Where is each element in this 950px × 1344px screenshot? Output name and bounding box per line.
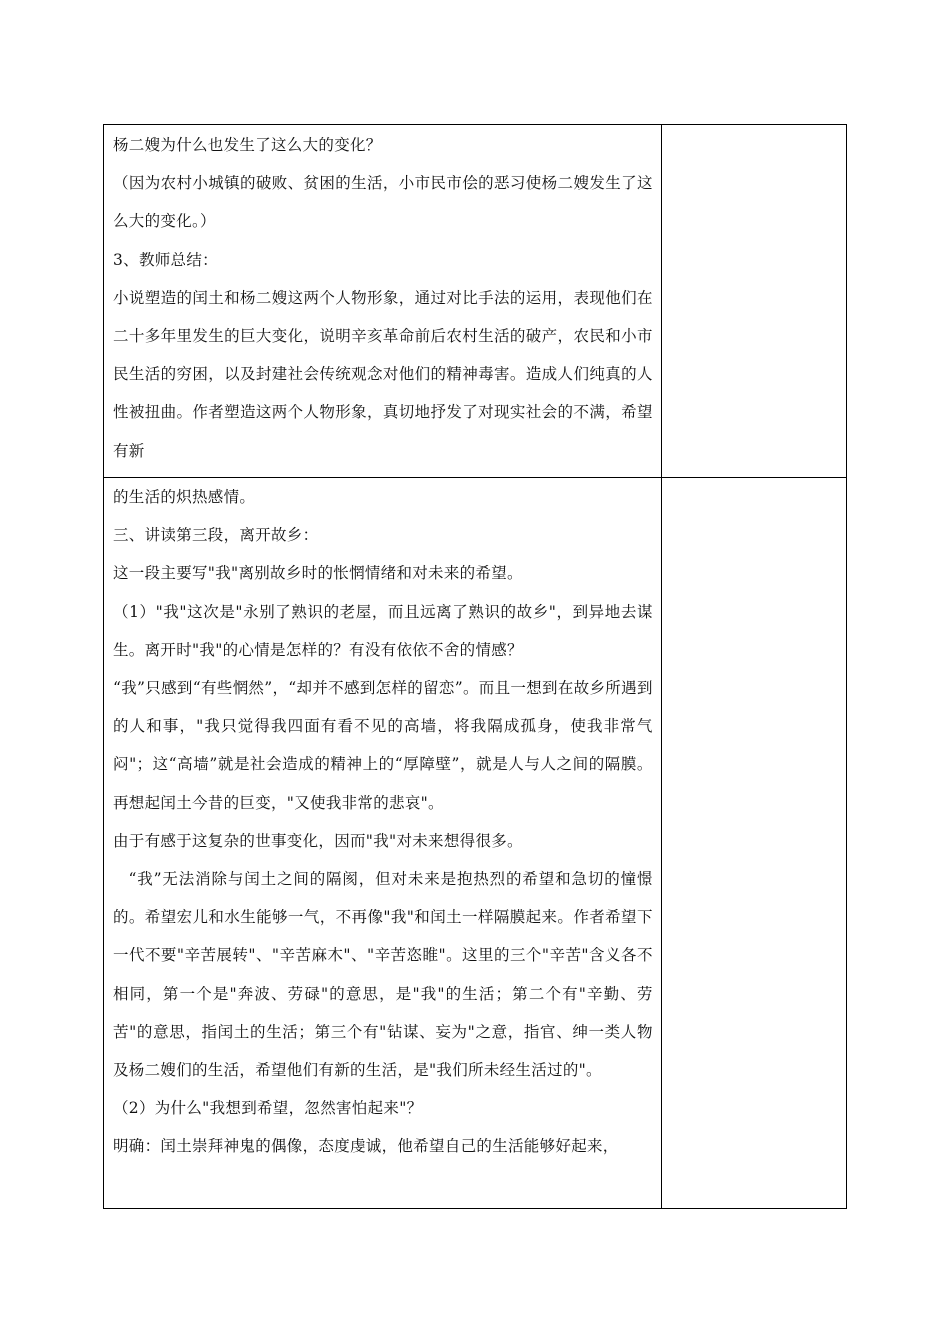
paragraph: 3、教师总结： bbox=[113, 250, 218, 269]
cell-text bbox=[104, 125, 661, 470]
question-paragraph: （2）为什么"我想到希望，忽然害怕起来"？ bbox=[113, 1099, 423, 1118]
table-row bbox=[104, 125, 847, 478]
side-notes-cell bbox=[661, 125, 846, 478]
paragraph: 小说塑造的闰土和杨二嫂这两个人物形象，通过对比手法的运用，表现他们在二十多年里发生的巨大变化，说明辛亥革命前后农村生活的破产，农民和小市民生活的穷困，以及封建社会传统观念对他们的精神毒害。造成人们纯真的人性被扭曲。作者塑造这两个人物形象，真切地抒发了对现实社会的不满，希望有新 bbox=[113, 288, 653, 460]
paragraph: （因为农村小城镇的破败、贫困的生活，小市民市侩的恶习使杨二嫂发生了这么大的变化。） bbox=[113, 174, 653, 231]
table-row bbox=[104, 478, 847, 1209]
paragraph: “我”无法消除与闰土之间的隔阂，但对未来是抱热烈的希望和急切的憧憬的。希望宏儿和水生能够一气，不再像"我"和闰土一样隔膜起来。作者希望下一代不要"辛苦展转"、"辛苦麻木"、"辛苦恣睢"。这里的三个"辛苦"含义各不相同，第一个是"奔波、劳碌"的意思，是"我"的生活；第二个有"辛勤、劳苦"的意思，指闰土的生活；第三个有"钻谋、妄为"之意，指官、绅一类人物及杨二嫂们的生活，希望他们有新的生活，是"我们所未经生活过的"。 bbox=[113, 870, 653, 1080]
answer-paragraph: 明确：闰土崇拜神鬼的偶像，态度虔诚，他希望自己的生活能够好起来， bbox=[113, 1137, 619, 1156]
paragraph: 杨二嫂为什么也发生了这么大的变化？ bbox=[113, 136, 382, 154]
main-content-cell bbox=[104, 478, 662, 1209]
paragraph: “我”只感到“有些惘然”，“却并不感到怎样的留恋”。而且一想到在故乡所遇到的人和事，"我只觉得我四面有看不见的高墙，将我隔成孤身，使我非常气闷"；这“高墙”就是社会造成的精神上的“厚障壁”，就是人与人之间的隔膜。再想起闰土今昔的巨变，"又使我非常的悲哀"。 bbox=[113, 679, 653, 812]
lesson-plan-table bbox=[103, 124, 847, 1209]
side-notes-cell bbox=[661, 478, 846, 1209]
main-content-cell bbox=[104, 125, 662, 478]
paragraph: 这一段主要写"我"离别故乡时的怅惘情绪和对未来的希望。 bbox=[113, 564, 523, 583]
cell-text bbox=[104, 478, 661, 1166]
question-paragraph: （1）"我"这次是"永别了熟识的老屋，而且远离了熟识的故乡"，到异地去谋生。离开时"我"的心情是怎样的？有没有依依不舍的情感？ bbox=[113, 602, 653, 659]
paragraph: 由于有感于这复杂的世事变化，因而"我"对未来想得很多。 bbox=[113, 831, 523, 850]
paragraph: 的生活的炽热感情。 bbox=[113, 488, 256, 506]
section-heading: 三、讲读第三段，离开故乡： bbox=[113, 526, 319, 545]
